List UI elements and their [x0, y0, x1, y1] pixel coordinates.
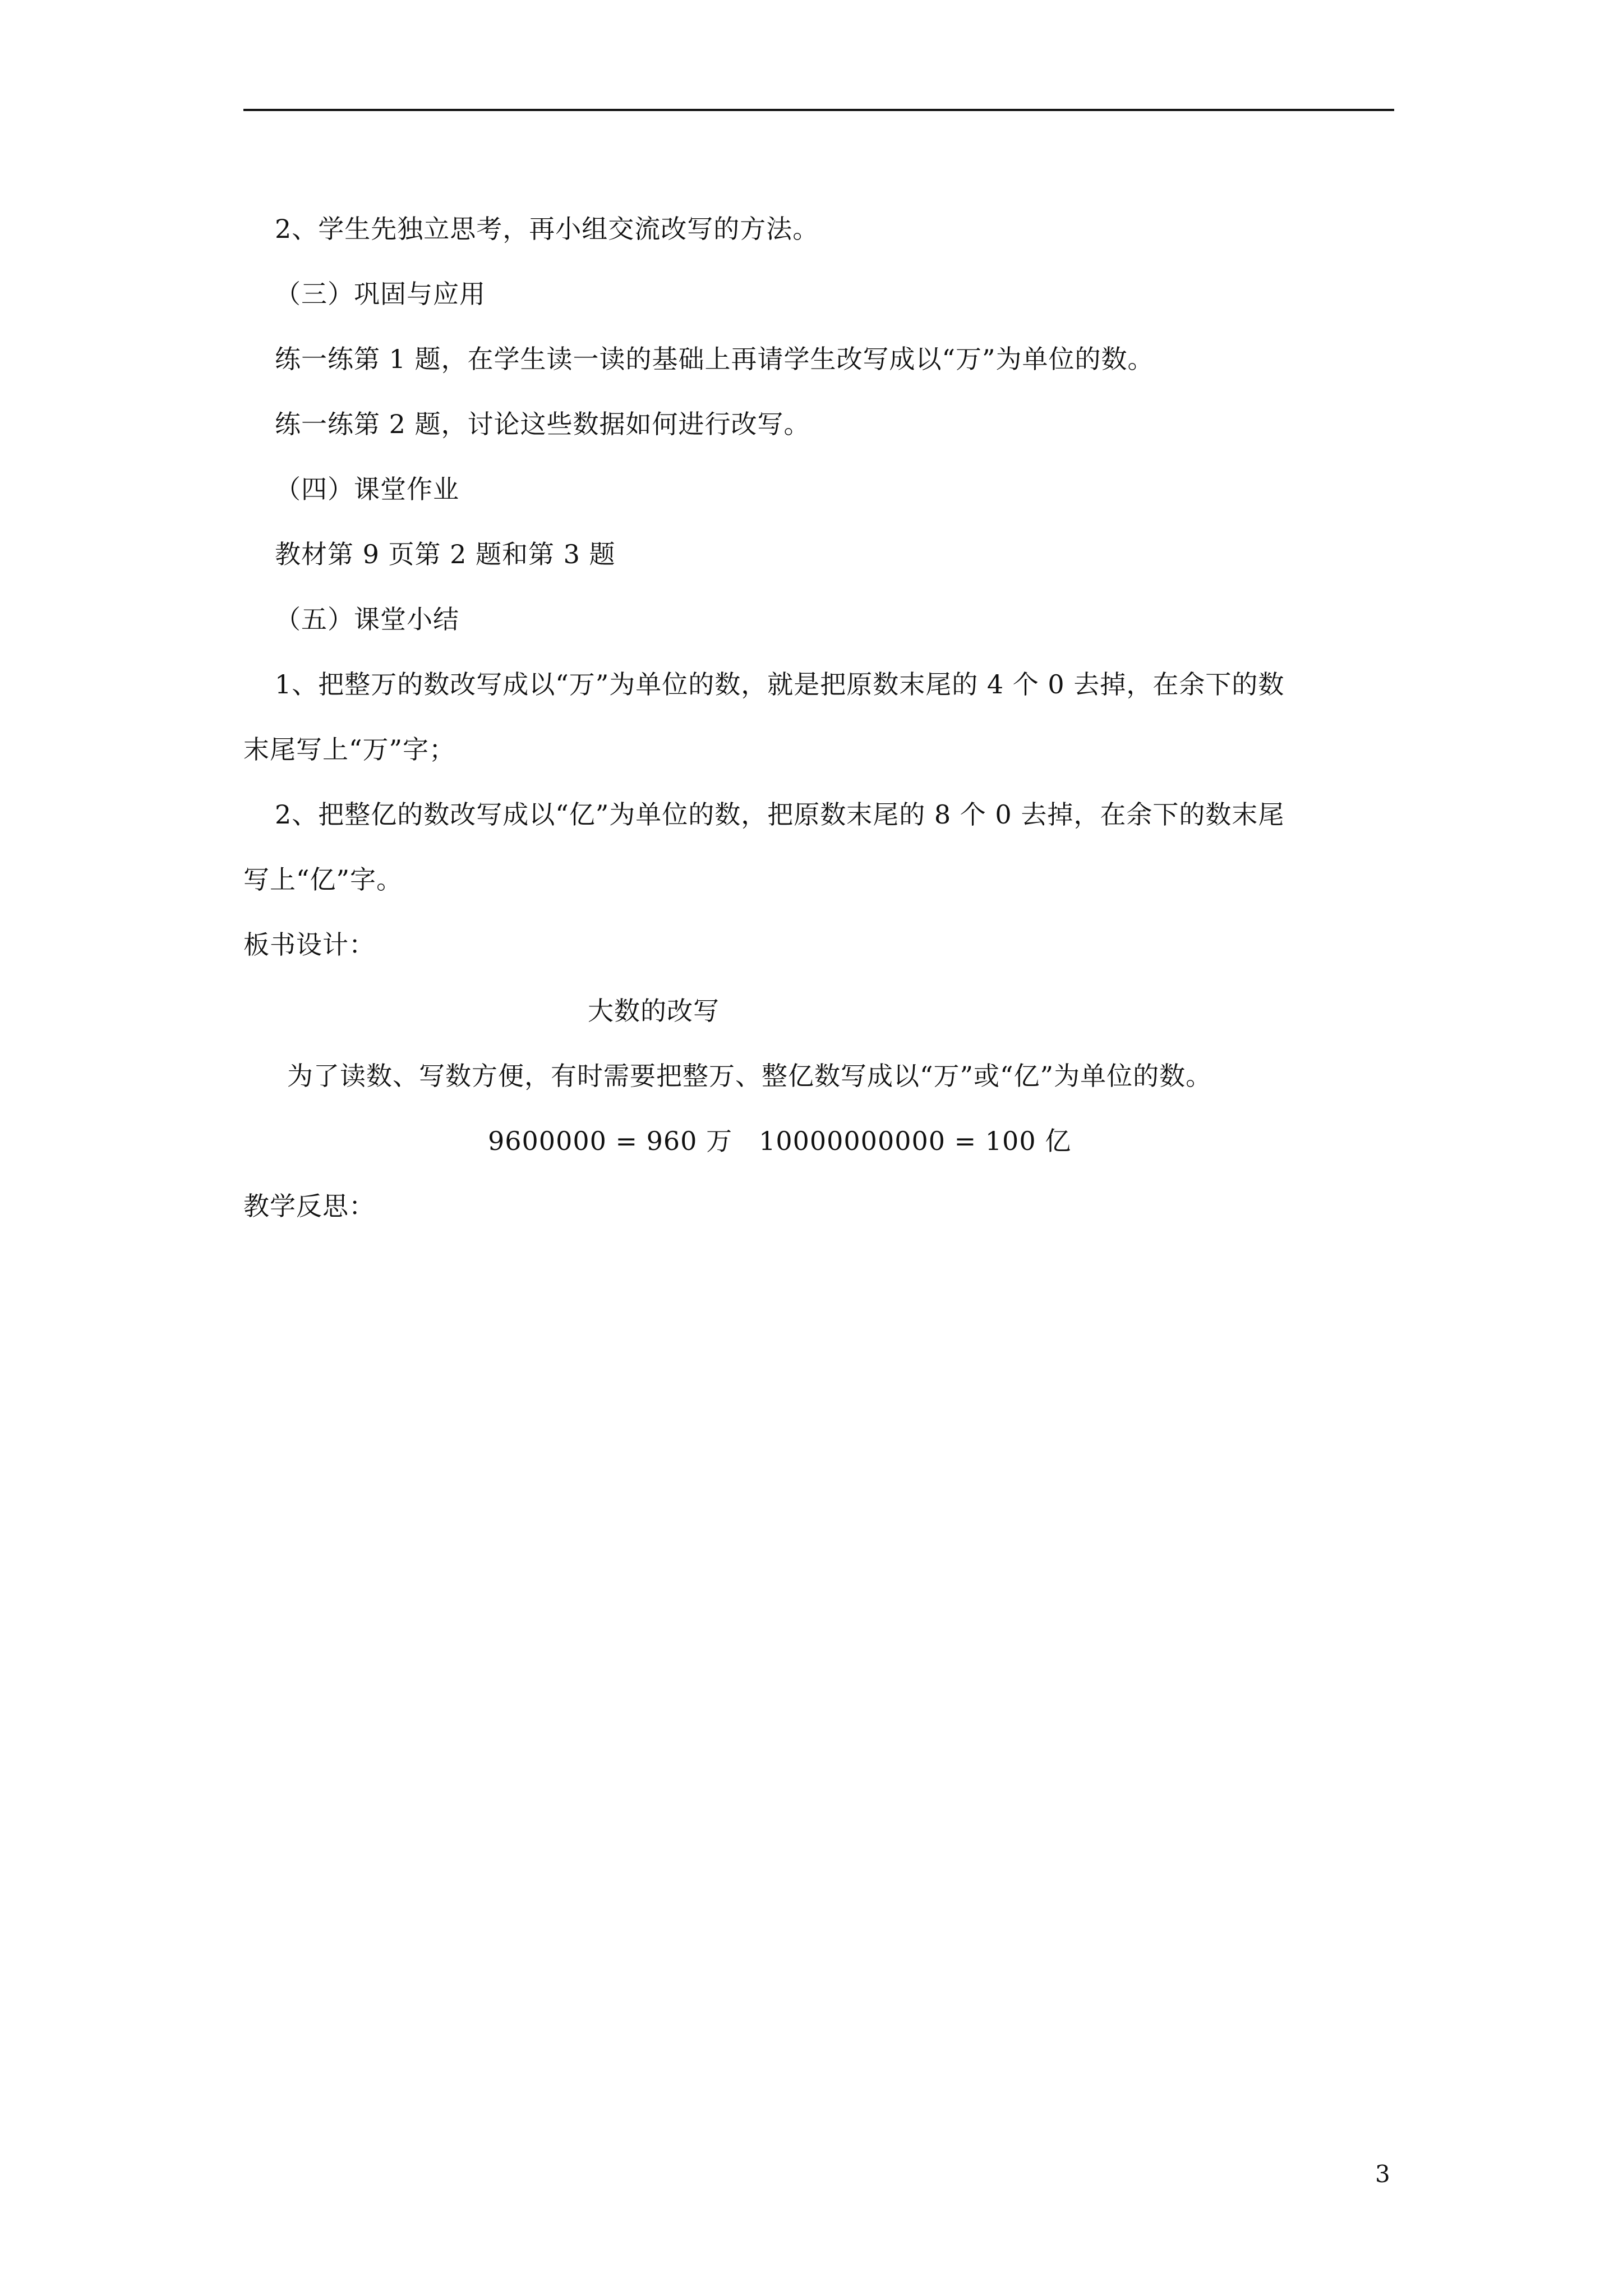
header-rule — [243, 109, 1394, 111]
summary-2-line-2: 写上“亿”字。 — [243, 864, 403, 895]
homework-text: 教材第 9 页第 2 题和第 3 题 — [275, 539, 616, 569]
practice-2-text: 练一练第 2 题，讨论这些数据如何进行改写。 — [275, 409, 810, 439]
section-4-heading: （四）课堂作业 — [275, 474, 459, 504]
practice-1-text: 练一练第 1 题，在学生读一读的基础上再请学生改写成以“万”为单位的数。 — [275, 344, 1154, 374]
summary-1-line-1: 1、把整万的数改写成以“万”为单位的数，就是把原数末尾的 4 个 0 去掉，在余下的数 — [275, 669, 1285, 700]
summary-2-line-1: 2、把整亿的数改写成以“亿”为单位的数，把原数末尾的 8 个 0 去掉，在余下的数末尾 — [275, 799, 1285, 830]
board-example: 9600000 = 960 万 10000000000 = 100 亿 — [488, 1126, 1072, 1156]
board-design-label: 板书设计： — [243, 930, 375, 960]
step-2-text: 2、学生先独立思考，再小组交流改写的方法。 — [275, 214, 819, 244]
section-5-heading: （五）课堂小结 — [275, 604, 459, 634]
page-number: 3 — [1375, 2160, 1390, 2188]
teaching-reflection-label: 教学反思： — [243, 1191, 375, 1221]
summary-1-line-2: 末尾写上“万”字； — [243, 734, 456, 765]
board-statement: 为了读数、写数方便，有时需要把整万、整亿数写成以“万”或“亿”为单位的数。 — [287, 1061, 1212, 1091]
section-3-heading: （三）巩固与应用 — [275, 279, 486, 309]
board-title: 大数的改写 — [588, 996, 720, 1026]
